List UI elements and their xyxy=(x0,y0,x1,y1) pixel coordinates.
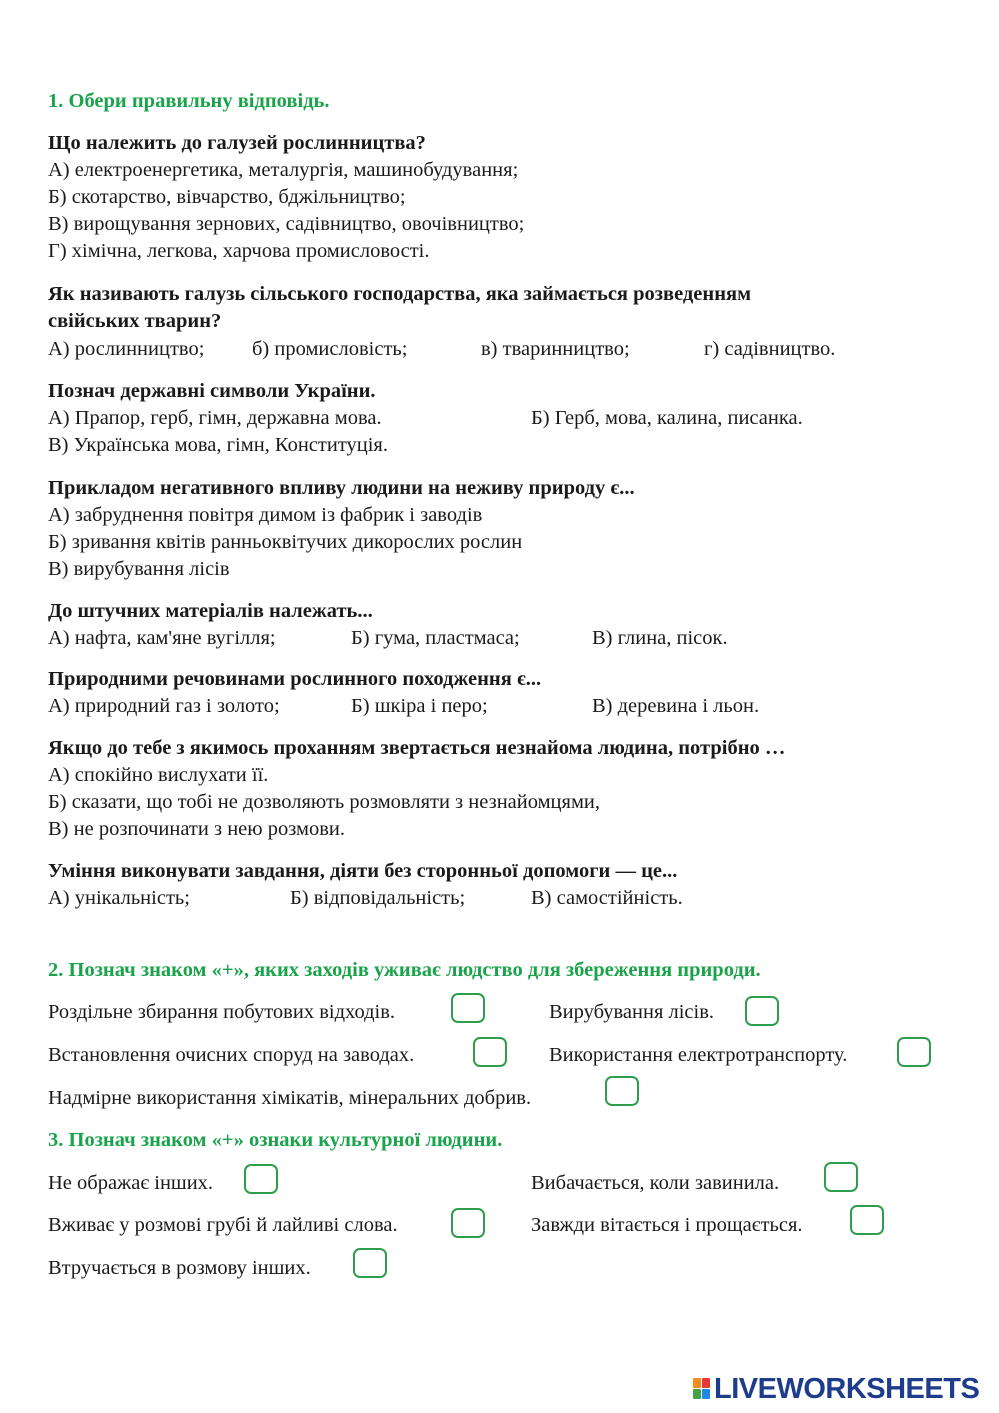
s3-item-label: Вживає у розмові грубі й лайливі слова. xyxy=(48,1214,398,1236)
q4-option-b[interactable]: Б) зривання квітів ранньоквітучих дикорослих рослин xyxy=(48,531,523,553)
q5-question: До штучних матеріалів належать... xyxy=(48,600,373,622)
s3-item-label: Вибачається, коли завинила. xyxy=(531,1172,780,1194)
q6-option-b[interactable]: Б) шкіра і перо; xyxy=(351,695,488,717)
q3-question: Познач державні символи України. xyxy=(48,380,376,402)
s3-checkbox-1[interactable] xyxy=(244,1164,278,1194)
q4-option-a[interactable]: А) забруднення повітря димом із фабрик і заводів xyxy=(48,504,483,526)
q5-option-c[interactable]: В) глина, пісок. xyxy=(592,627,728,649)
q8-option-c[interactable]: В) самостійність. xyxy=(531,887,683,909)
q4-option-c[interactable]: В) вирубування лісів xyxy=(48,558,230,580)
s3-checkbox-2[interactable] xyxy=(824,1162,858,1192)
q5-option-b[interactable]: Б) гума, пластмаса; xyxy=(351,627,520,649)
q6-question: Природними речовинами рослинного походження є... xyxy=(48,668,542,690)
q7-option-b[interactable]: Б) сказати, що тобі не дозволяють розмовляти з незнайомцями, xyxy=(48,791,601,813)
section-2-title: 2. Познач знаком «+», яких заходів уживає людство для збереження природи. xyxy=(48,959,761,981)
q3-option-b[interactable]: Б) Герб, мова, калина, писанка. xyxy=(531,407,803,429)
s2-item-label: Використання електротранспорту. xyxy=(549,1044,848,1066)
q1-question: Що належить до галузей рослинництва? xyxy=(48,132,426,154)
s3-checkbox-3[interactable] xyxy=(451,1208,485,1238)
liveworksheets-logo-text: LIVEWORKSHEETS xyxy=(714,1373,980,1405)
q7-option-a[interactable]: А) спокійно вислухати її. xyxy=(48,764,269,786)
q2-question-line2: свійських тварин? xyxy=(48,310,222,332)
q2-option-b[interactable]: б) промисловість; xyxy=(252,338,408,360)
q7-question: Якщо до тебе з якимось проханням звертається незнайома людина, потрібно … xyxy=(48,737,786,759)
s3-checkbox-4[interactable] xyxy=(850,1205,884,1235)
q1-option-b[interactable]: Б) скотарство, вівчарство, бджільництво; xyxy=(48,186,406,208)
q1-option-d[interactable]: Г) хімічна, легкова, харчова промисловості. xyxy=(48,240,430,262)
q5-option-a[interactable]: А) нафта, кам'яне вугілля; xyxy=(48,627,276,649)
q2-option-c[interactable]: в) тваринництво; xyxy=(481,338,630,360)
s3-item-label: Завжди вітається і прощається. xyxy=(531,1214,803,1236)
q7-option-c[interactable]: В) не розпочинати з нею розмови. xyxy=(48,818,346,840)
s2-item-label: Надмірне використання хімікатів, мінеральних добрив. xyxy=(48,1087,532,1109)
q2-question-line1: Як називають галузь сільського господарства, яка займається розведенням xyxy=(48,283,752,305)
q2-option-d[interactable]: г) садівництво. xyxy=(704,338,836,360)
s2-checkbox-1[interactable] xyxy=(451,993,485,1023)
q8-question: Уміння виконувати завдання, діяти без сторонньої допомоги — це... xyxy=(48,860,678,882)
section-1-title: 1. Обери правильну відповідь. xyxy=(48,90,330,112)
s2-checkbox-2[interactable] xyxy=(745,996,779,1026)
liveworksheets-logo-icon xyxy=(693,1378,711,1400)
s2-item-label: Встановлення очисних споруд на заводах. xyxy=(48,1044,415,1066)
s2-item-label: Роздільне збирання побутових відходів. xyxy=(48,1001,396,1023)
s3-item-label: Не ображає інших. xyxy=(48,1172,214,1194)
section-3-title: 3. Познач знаком «+» ознаки культурної людини. xyxy=(48,1129,503,1151)
q6-option-a[interactable]: А) природний газ і золото; xyxy=(48,695,280,717)
s2-checkbox-5[interactable] xyxy=(605,1076,639,1106)
s2-item-label: Вирубування лісів. xyxy=(549,1001,715,1023)
s2-checkbox-3[interactable] xyxy=(473,1037,507,1067)
q3-option-c[interactable]: В) Українська мова, гімн, Конституція. xyxy=(48,434,388,456)
q8-option-a[interactable]: А) унікальність; xyxy=(48,887,190,909)
q8-option-b[interactable]: Б) відповідальність; xyxy=(290,887,466,909)
q1-option-c[interactable]: В) вирощування зернових, садівництво, овочівництво; xyxy=(48,213,525,235)
s3-checkbox-5[interactable] xyxy=(353,1248,387,1278)
q2-option-a[interactable]: А) рослинництво; xyxy=(48,338,205,360)
s3-item-label: Втручається в розмову інших. xyxy=(48,1257,311,1279)
s2-checkbox-4[interactable] xyxy=(897,1037,931,1067)
q1-option-a[interactable]: А) електроенергетика, металургія, машинобудування; xyxy=(48,159,519,181)
liveworksheets-logo xyxy=(693,1375,993,1405)
q3-option-a[interactable]: А) Прапор, герб, гімн, державна мова. xyxy=(48,407,382,429)
q6-option-c[interactable]: В) деревина і льон. xyxy=(592,695,760,717)
q4-question: Прикладом негативного впливу людини на неживу природу є... xyxy=(48,477,635,499)
